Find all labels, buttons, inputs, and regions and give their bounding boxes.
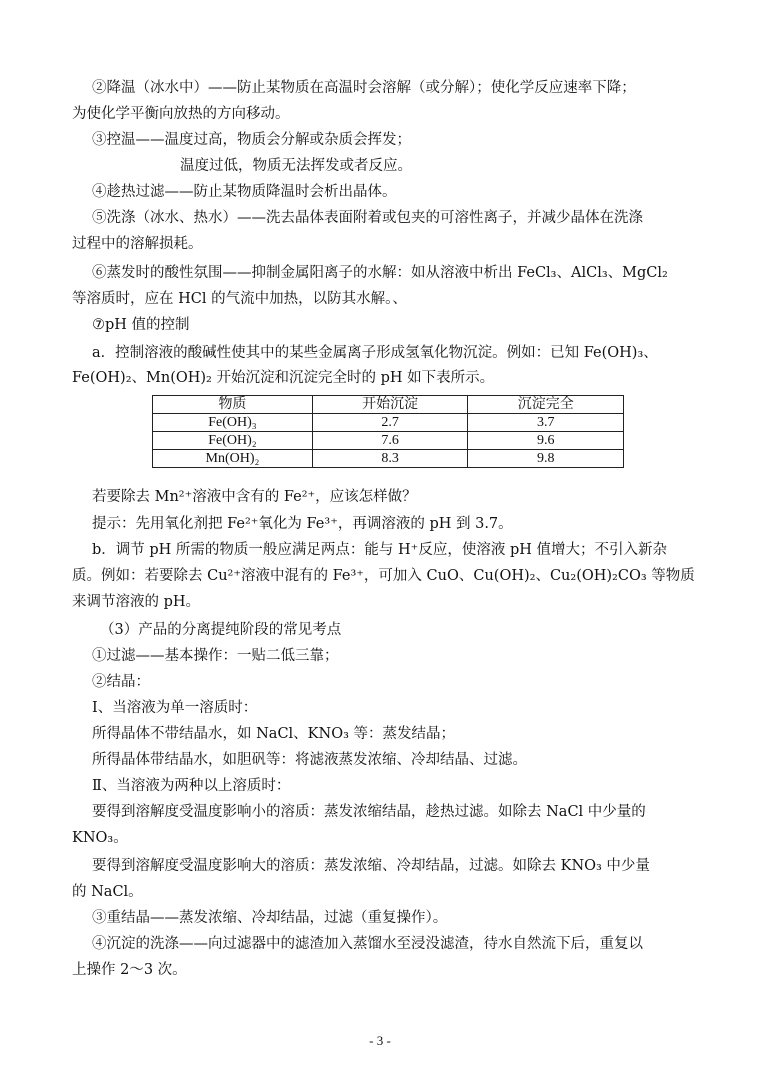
table-cell: 9.6 xyxy=(468,432,624,450)
table-cell: 3.7 xyxy=(468,414,624,432)
text-line: 所得晶体带结晶水，如胆矾等：将滤液蒸发浓缩、冷却结晶、过滤。 xyxy=(92,752,527,768)
text-line: ③重结晶——蒸发浓缩、冷却结晶，过滤（重复操作）。 xyxy=(92,910,448,926)
table-row xyxy=(153,450,624,468)
text-line: ①过滤——基本操作：一贴二低三靠； xyxy=(92,648,339,664)
text-line: ⑦pH 值的控制 xyxy=(92,317,190,333)
text-line: ②结晶： xyxy=(92,674,150,690)
table-row xyxy=(153,414,624,432)
page-number: - 3 - xyxy=(369,1033,391,1048)
table-header-cell: 物质 xyxy=(153,396,313,414)
text-line: 上操作 2～3 次。 xyxy=(72,962,187,978)
text-line: Fe(OH)₂、Mn(OH)₂ 开始沉淀和沉淀完全时的 pH 如下表所示。 xyxy=(72,370,495,386)
text-line: 所得晶体不带结晶水，如 NaCl、KNO₃ 等：蒸发结晶； xyxy=(92,726,456,742)
table-cell: 9.8 xyxy=(468,450,624,468)
text-line: 过程中的溶解损耗。 xyxy=(72,236,203,252)
ph-table xyxy=(152,395,624,468)
table-cell: 8.3 xyxy=(312,450,468,468)
table-cell: Mn(OH)₂ xyxy=(153,450,313,468)
text-line: ②降温（冰水中）——防止某物质在高温时会溶解（或分解）；使化学反应速率下降； xyxy=(92,80,636,96)
table-header-cell: 开始沉淀 xyxy=(312,396,468,414)
text-line: 要得到溶解度受温度影响大的溶质：蒸发浓缩、冷却结晶，过滤。如除去 KNO₃ 中少量 xyxy=(92,858,650,874)
text-line: a．控制溶液的酸碱性使其中的某些金属离子形成氢氧化物沉淀。例如：已知 Fe(OH)₃、 xyxy=(92,345,658,361)
text-line: 为使化学平衡向放热的方向移动。 xyxy=(72,106,290,122)
text-line: ④沉淀的洗涤——向过滤器中的滤渣加入蒸馏水至浸没滤渣，待水自然流下后，重复以 xyxy=(92,936,643,952)
text-line: Ⅰ、当溶液为单一溶质时： xyxy=(92,700,258,716)
text-line: ⑥蒸发时的酸性氛围——抑制金属阳离子的水解：如从溶液中析出 FeCl₃、AlCl₃、MgCl₂ xyxy=(92,265,668,281)
text-line: 来调节溶液的 pH。 xyxy=(72,594,201,610)
table-cell: Fe(OH)₃ xyxy=(153,414,313,432)
table-cell: 2.7 xyxy=(312,414,468,432)
table-cell: Fe(OH)₂ xyxy=(153,432,313,450)
text-line: KNO₃。 xyxy=(72,830,128,846)
text-line: 质。例如：若要除去 Cu²⁺溶液中混有的 Fe³⁺，可加入 CuO、Cu(OH)₂、Cu₂(OH)₂CO₃ 等物质 xyxy=(72,568,695,584)
text-line: b．调节 pH 所需的物质一般应满足两点：能与 H⁺反应，使溶液 pH 值增大；不引入新杂 xyxy=(92,542,667,558)
table-cell: 7.6 xyxy=(312,432,468,450)
section-heading: （3）产品的分离提纯阶段的常见考点 xyxy=(100,622,342,638)
text-line: 若要除去 Mn²⁺溶液中含有的 Fe²⁺，应该怎样做？ xyxy=(92,489,417,505)
table-header-row xyxy=(153,396,624,414)
text-line: Ⅱ、当溶液为两种以上溶质时： xyxy=(92,778,291,794)
table-header-cell: 沉淀完全 xyxy=(468,396,624,414)
text-line: 的 NaCl。 xyxy=(72,884,143,900)
text-line: 要得到溶解度受温度影响小的溶质：蒸发浓缩结晶，趁热过滤。如除去 NaCl 中少量的 xyxy=(92,804,646,820)
text-line: 提示：先用氧化剂把 Fe²⁺氧化为 Fe³⁺，再调溶液的 pH 到 3.7。 xyxy=(92,516,513,532)
text-line: 等溶质时，应在 HCl 的气流中加热，以防其水解。、 xyxy=(72,291,407,307)
text-line: 温度过低，物质无法挥发或者反应。 xyxy=(180,158,412,174)
text-line: ④趁热过滤——防止某物质降温时会析出晶体。 xyxy=(92,184,397,200)
table-row xyxy=(153,432,624,450)
text-line: ⑤洗涤（冰水、热水）——洗去晶体表面附着或包夹的可溶性离子，并减少晶体在洗涤 xyxy=(92,210,643,226)
text-line: ③控温——温度过高，物质会分解或杂质会挥发； xyxy=(92,132,411,148)
